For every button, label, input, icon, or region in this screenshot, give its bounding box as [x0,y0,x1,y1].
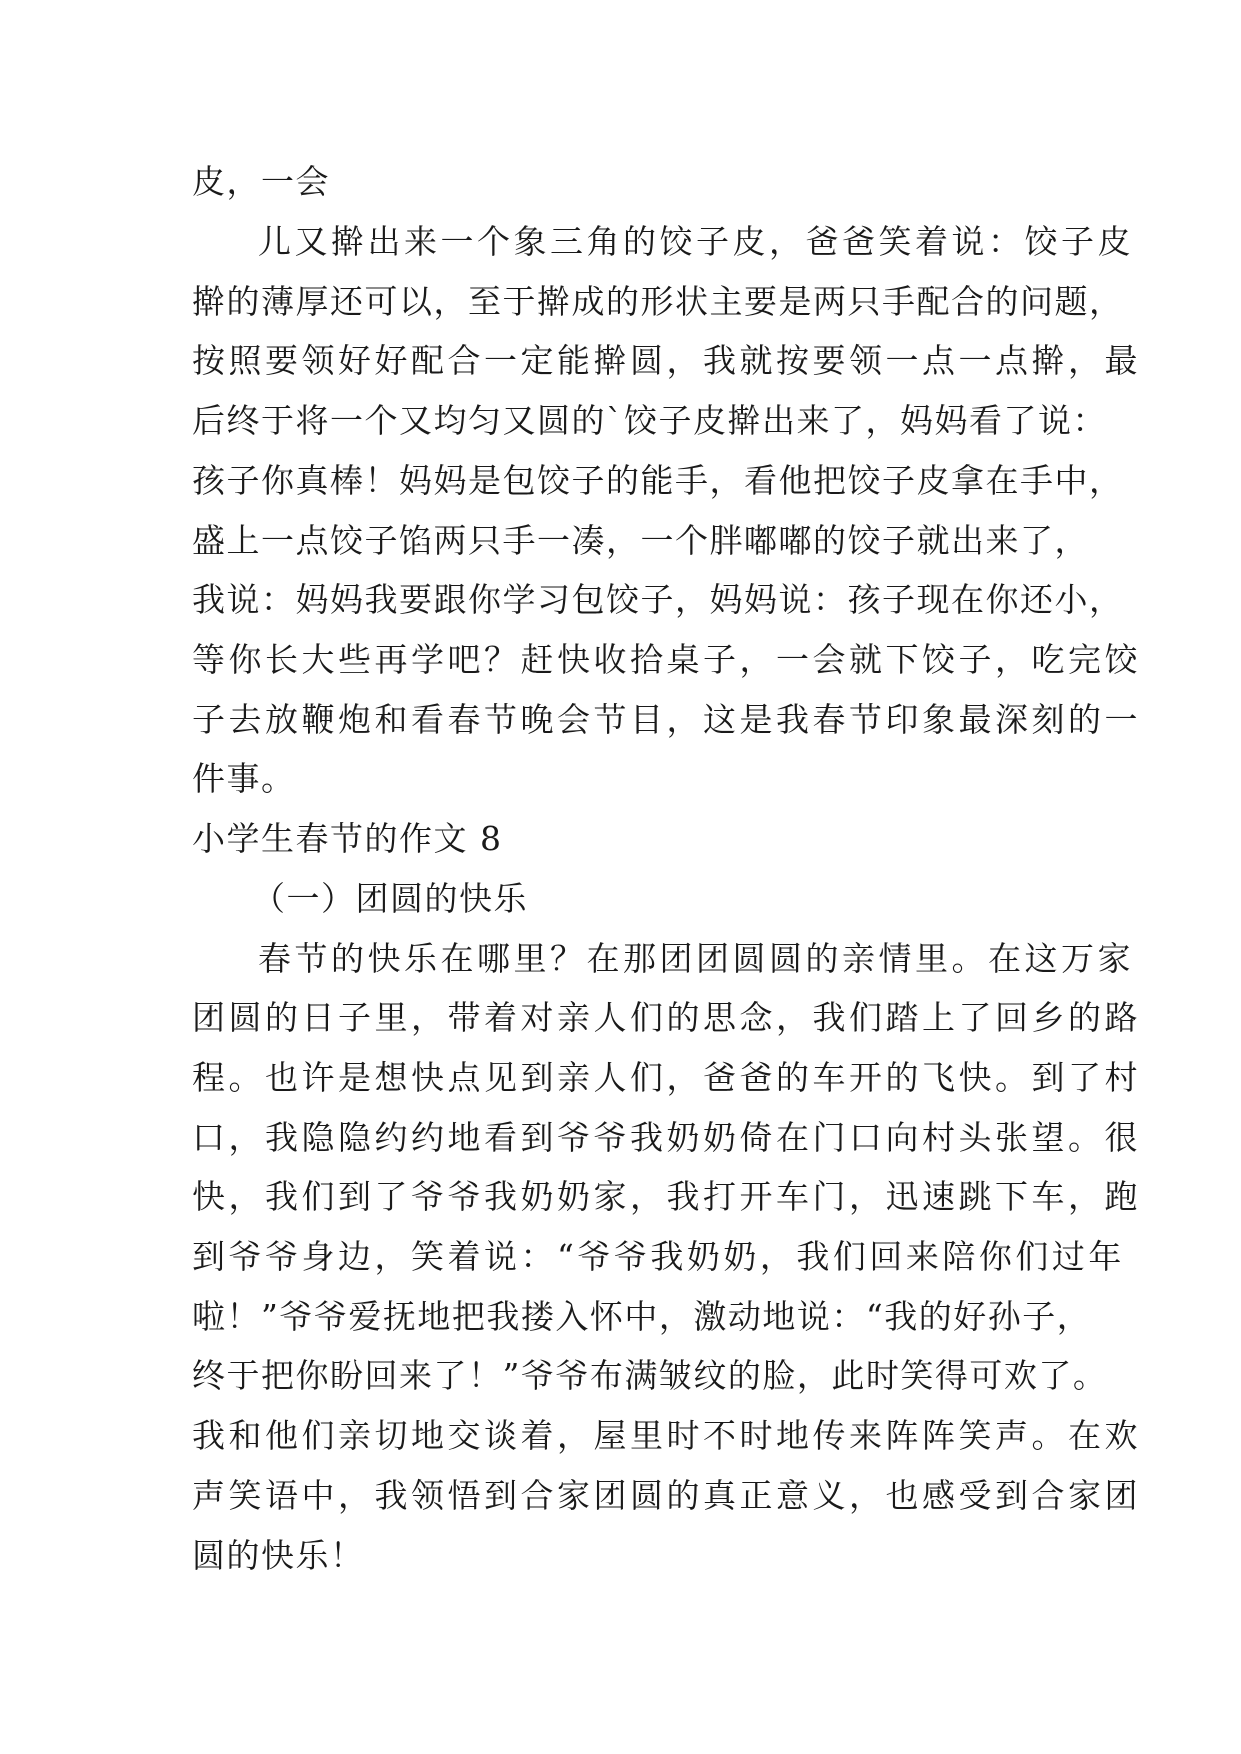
paragraph-line: 我说：妈妈我要跟你学习包饺子，妈妈说：孩子现在你还小， [192,580,1124,619]
paragraph-line: 孩子你真棒！妈妈是包饺子的能手，看他把饺子皮拿在手中， [192,461,1124,500]
paragraph-line: 啦！”爷爷爱抚地把我搂入怀中，激动地说：“我的好孙子， [192,1297,1092,1336]
paragraph-line: 儿又擀出来一个象三角的饺子皮，爸爸笑着说：饺子皮 [258,222,1134,261]
paragraph-line: 终于把你盼回来了！”爷爷布满皱纹的脸，此时笑得可欢了。 [192,1356,1108,1395]
paragraph-line: 按照要领好好配合一定能擀圆，我就按要领一点一点擀，最 [192,341,1141,380]
paragraph-line: 子去放鞭炮和看春节晚会节目，这是我春节印象最深刻的一 [192,700,1141,739]
paragraph-line: 皮，一会 [192,162,330,201]
paragraph-line: 擀的薄厚还可以，至于擀成的形状主要是两只手配合的问题， [192,282,1124,321]
paragraph-line: 春节的快乐在哪里？在那团团圆圆的亲情里。在这万家 [258,939,1134,978]
paragraph-line: 口，我隐隐约约地看到爷爷我奶奶倚在门口向村头张望。很 [192,1118,1141,1157]
paragraph-line: 团圆的日子里，带着对亲人们的思念，我们踏上了回乡的路 [192,998,1141,1037]
paragraph-line: 盛上一点饺子馅两只手一凑，一个胖嘟嘟的饺子就出来了， [192,521,1089,560]
paragraph-line: 声笑语中，我领悟到合家团圆的真正意义，也感受到合家团 [192,1476,1141,1515]
paragraph-line: 程。也许是想快点见到亲人们，爸爸的车开的飞快。到了村 [192,1058,1141,1097]
paragraph-line: 到爷爷身边，笑着说：“爷爷我奶奶，我们回来陪你们过年 [192,1237,1125,1276]
section-subtitle: （一）团圆的快乐 [252,879,528,918]
section-title: 小学生春节的作文 8 [192,819,503,858]
paragraph-line: 件事。 [192,759,296,798]
paragraph-line: 等你长大些再学吧？赶快收拾桌子，一会就下饺子，吃完饺 [192,640,1141,679]
paragraph-line: 我和他们亲切地交谈着，屋里时不时地传来阵阵笑声。在欢 [192,1416,1141,1455]
paragraph-line: 圆的快乐！ [192,1536,365,1575]
paragraph-line: 后终于将一个又均匀又圆的`饺子皮擀出来了，妈妈看了说： [192,401,1107,440]
paragraph-line: 快，我们到了爷爷我奶奶家，我打开车门，迅速跳下车，跑 [192,1177,1141,1216]
